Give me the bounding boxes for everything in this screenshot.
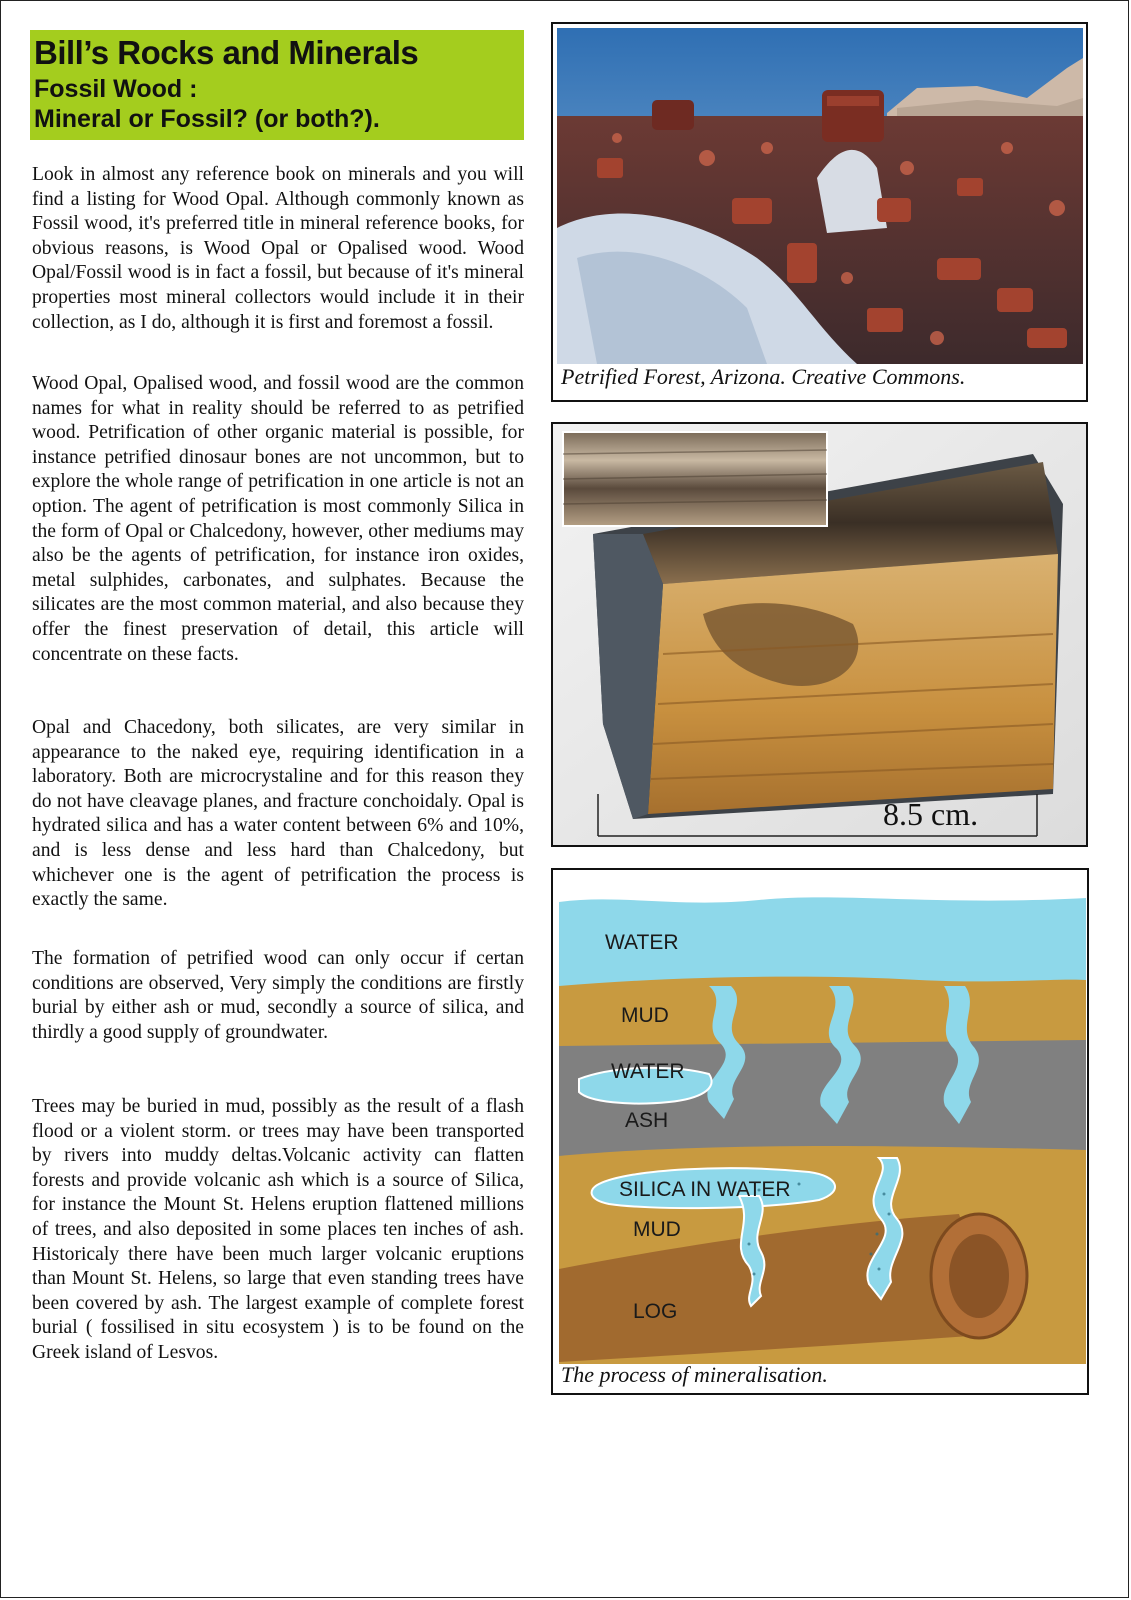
figure-mineralisation-process: [551, 868, 1089, 1395]
caption-petrified-forest: Petrified Forest, Arizona. Creative Commons.: [561, 364, 966, 389]
label-log: LOG: [633, 1300, 678, 1323]
label-mud-bottom: MUD: [633, 1218, 681, 1241]
label-water-top: WATER: [605, 931, 679, 954]
scale-label: 8.5 cm.: [883, 796, 979, 832]
label-ash: ASH: [625, 1109, 669, 1132]
figure-petrified-forest: [551, 22, 1088, 402]
petrified-forest-photo: [557, 28, 1083, 364]
paragraph-formation: The formation of petrified wood can only occur if certan conditions are observed, Very simply the conditions are firstly burial by either ash or mud, secondly a source of silica, and thirdly a good supply of groundwater.: [32, 948, 524, 1043]
paragraph-petrified-wood: Wood Opal, Opalised wood, and fossil wood are the common names for what in reality should be referred to as petrified wood. Petrification of other organic material is possible, for instance petrified dinosaur bones are not uncommon, but to explore the whole range of petrification in one article is not an option. The agent of petrification is most commonly Silica in the form of Opal or Chalcedony, however, other mediums may also be the agents of petrification, for instance iron oxides, metal sulphides, carbonates, and sulphates. Because the silicates are the most common material, and also because they offer the finest preservation of detail, this article will concentrate on these facts.: [32, 373, 524, 665]
paragraph-intro: Look in almost any reference book on minerals and you will find a listing for Wood Opal. Although commonly known as Fossil wood, it's preferred title in mineral reference books, for obvious reasons, is Wood Opal or Opalised wood. Wood Opal/Fossil wood is in fact a fossil, but because of it's mineral properties most mineral collectors would include it in their collection, as I do, although it is first and foremost a fossil.: [32, 164, 524, 333]
mineralisation-diagram: [559, 874, 1086, 1364]
wood-specimen-photo: [553, 424, 1086, 845]
label-water-mid: WATER: [611, 1060, 685, 1083]
caption-mineralisation: The process of mineralisation.: [561, 1362, 828, 1387]
magazine-title: Bill’s Rocks and Minerals: [34, 34, 419, 71]
paragraph-opal-chalcedony: Opal and Chacedony, both silicates, are very similar in appearance to the naked eye, requiring identification in a laboratory. Both are microcrystaline and for this reason they do not have cleavage planes, and fracture conchoidaly. Opal is hydrated silica and has a water content between 6% and 10%, and is less dense and less hard than Chalcedony, but whichever one is the agent of petrification the process is exactly the same.: [32, 717, 524, 911]
label-mud-top: MUD: [621, 1004, 669, 1027]
article-title-line1: Fossil Wood :: [34, 75, 198, 103]
article-header: [30, 30, 524, 140]
figure-wood-specimen: [551, 422, 1088, 847]
article-title-line2: Mineral or Fossil? (or both?).: [34, 105, 380, 133]
paragraph-burial: Trees may be buried in mud, possibly as the result of a flash flood or a violent storm. or trees may have been transported by rivers into muddy deltas.Volcanic activity can flatten forests and provide volcanic ash which is a source of Silica, for instance the Mount St. Helens eruption flattened millions of trees, and also deposited in some places ten inches of ash. Historicaly there have been much larger volcanic eruptions than Mount St. Helens, so large that even standing trees have been covered by ash. The largest example of complete forest burial ( fossilised in situ ecosystem ) is to be found on the Greek island of Lesvos.: [32, 1096, 524, 1363]
label-silica-in-water: SILICA IN WATER: [619, 1178, 791, 1201]
